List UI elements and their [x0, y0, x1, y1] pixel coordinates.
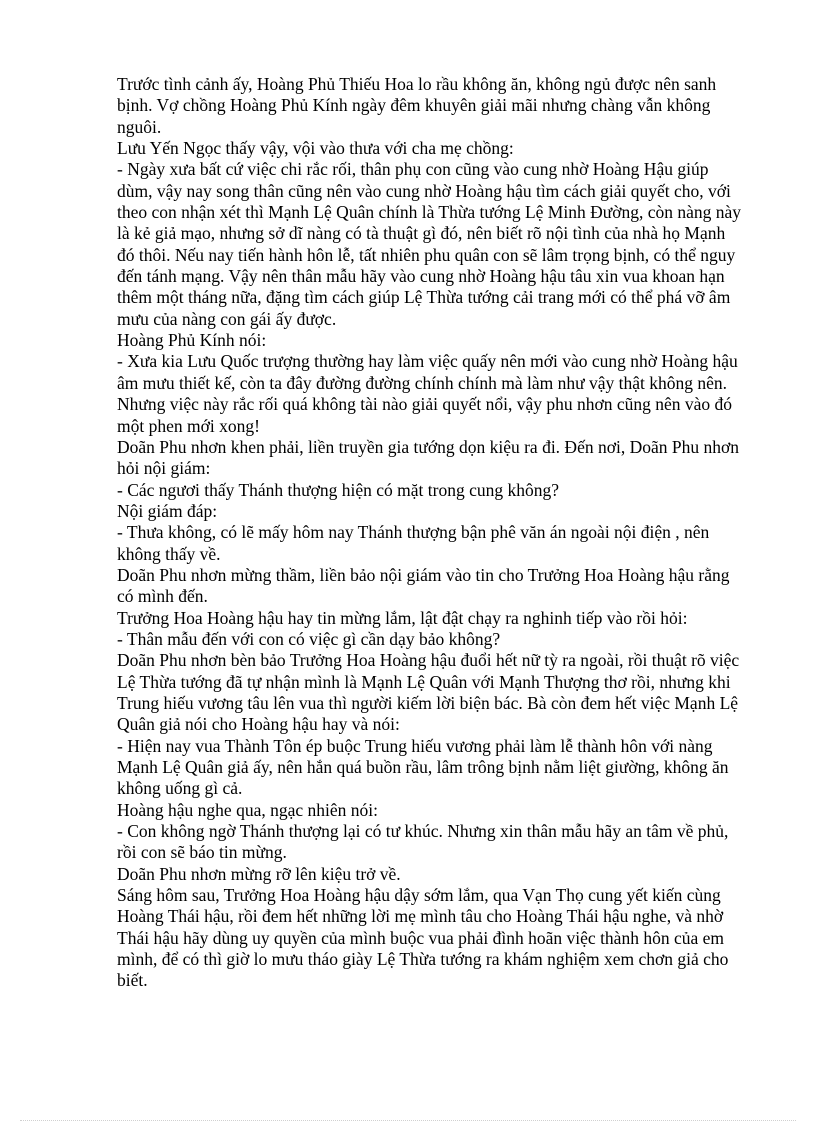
paragraph: Nội giám đáp:	[117, 500, 218, 521]
paragraph: Trưởng Hoa Hoàng hậu hay tin mừng lắm, lật đật chạy ra nghinh tiếp vào rồi hỏi:	[117, 607, 688, 628]
paragraph: Lưu Yến Ngọc thấy vậy, vội vào thưa với cha mẹ chồng:	[117, 138, 514, 159]
paragraph: Doãn Phu nhơn khen phải, liền truyền gia tướng dọn kiệu ra đi. Đến nơi, Doãn Phu nhơn hỏi nội giám:	[117, 436, 739, 479]
paragraph: - Con không ngờ Thánh thượng lại có tư khúc. Nhưng xin thân mẫu hãy an tâm về phủ, rồi con sẽ báo tin mừng.	[117, 821, 729, 863]
paragraph: Sáng hôm sau, Trưởng Hoa Hoàng hậu dậy sớm lắm, qua Vạn Thọ cung yết kiến cùng Hoàng Thái hậu, rồi đem hết những lời mẹ mình tâu cho Hoàng Thái hậu nghe, và nhờ Thái hậu hãy dùng uy quyền của mình buộc vua phải đình hoãn việc thành hôn của em mình, để có thì giờ lo mưu tháo giày Lệ Thừa tướng ra khám nghiệm xem chơn giả cho biết.	[117, 885, 729, 991]
paragraph: Doãn Phu nhơn mừng thầm, liền bảo nội giám vào tin cho Trưởng Hoa Hoàng hậu rằng có mình đến.	[117, 564, 730, 607]
page-bottom-divider	[20, 1120, 796, 1121]
paragraph: - Ngày xưa bất cứ việc chi rắc rối, thân phụ con cũng vào cung nhờ Hoàng Hậu giúp dùm, vậy nay song thân cũng nên vào cung nhờ Hoàng hậu tìm cách giải quyết cho, với theo con nhận xét thì Mạnh Lệ Quân chính là Thừa tướng Lệ Minh Đường, còn nàng này là kẻ giả mạo, nhưng sở dĩ nàng có tà thuật gì đó, nên biết rõ nội tình của nhà họ Mạnh đó thôi. Nếu nay tiến hành hôn lễ, tất nhiên phu quân con sẽ lâm trọng bịnh, có thể nguy đến tánh mạng. Vậy nên thân mẫu hãy vào cung nhờ Hoàng hậu tâu xin vua khoan hạn thêm một tháng nữa, đặng tìm cách giúp Lệ Thừa tướng cải trang mới có thể phá vỡ âm mưu của nàng con gái ấy được.	[117, 159, 742, 329]
paragraph: Doãn Phu nhơn mừng rỡ lên kiệu trở về.	[117, 863, 401, 884]
paragraph: - Xưa kia Lưu Quốc trượng thường hay làm việc quấy nên mới vào cung nhờ Hoàng hậu âm mưu thiết kế, còn ta đây đường đường chính chính mà làm như vậy thật không nên. Nhưng việc này rắc rối quá không tài nào giải quyết nổi, vậy phu nhơn cũng nên vào đó một phen mới xong!	[117, 351, 738, 436]
paragraph: - Các ngươi thấy Thánh thượng hiện có mặt trong cung không?	[117, 479, 559, 500]
paragraph: - Hiện nay vua Thành Tôn ép buộc Trung hiếu vương phải làm lễ thành hôn với nàng Mạnh Lệ Quân giả ấy, nên hắn quá buồn rầu, lâm trông bịnh nằm liệt giường, không ăn không uống gì cả.	[117, 735, 729, 799]
paragraph: Hoàng Phủ Kính nói:	[117, 330, 267, 351]
paragraph: - Thân mẫu đến với con có việc gì cần dạy bảo không?	[117, 628, 501, 649]
paragraph: - Thưa không, có lẽ mấy hôm nay Thánh thượng bận phê văn án ngoài nội điện , nên không thấy về.	[117, 522, 710, 564]
paragraph: Doãn Phu nhơn bèn bảo Trưởng Hoa Hoàng hậu đuổi hết nữ tỳ ra ngoài, rồi thuật rõ việc Lệ Thừa tướng đã tự nhận mình là Mạnh Lệ Quân với Mạnh Thượng thơ rồi, nhưng khi Trung hiếu vương tâu lên vua thì người kiếm lời biện bác. Bà còn đem hết việc Mạnh Lệ Quân giả nói cho Hoàng hậu hay và nói:	[117, 650, 740, 735]
paragraph: Trước tình cảnh ấy, Hoàng Phủ Thiếu Hoa lo rầu không ăn, không ngủ được nên sanh bịnh. Vợ chồng Hoàng Phủ Kính ngày đêm khuyên giải mãi nhưng chàng vẫn không nguôi.	[117, 74, 717, 137]
paragraph: Hoàng hậu nghe qua, ngạc nhiên nói:	[117, 799, 378, 820]
story-text	[117, 74, 742, 992]
